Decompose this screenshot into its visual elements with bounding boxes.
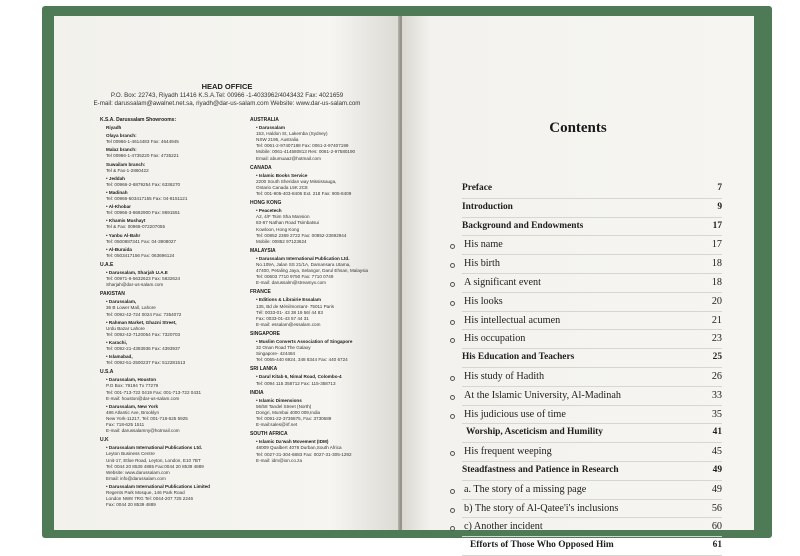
toc-entry	[446, 293, 722, 312]
branch-region-heading: PAKISTAN	[100, 291, 125, 298]
branch-detail-line: 486 Atlantic Ave, Brooklyn	[106, 409, 160, 415]
toc-entry	[446, 500, 722, 519]
branch-entry	[106, 484, 240, 508]
branch-detail-line: Tel: 0065-440 6924, 348 8344 Fax: 440 6724	[256, 357, 348, 363]
bullet-circle-icon	[450, 263, 455, 268]
toc-entry	[446, 199, 722, 218]
bullet-circle-icon	[450, 338, 455, 343]
branch-detail-line: Tel: 0044 20 8539 4885 Fax:0044 20 8539 4889	[106, 463, 204, 469]
toc-entry	[446, 387, 722, 406]
toc-entry-page: 17	[712, 220, 722, 231]
toc-entry	[446, 406, 722, 425]
branch-region-heading: K.S.A. Darussalam Showrooms:	[100, 117, 177, 123]
branch-detail-line: Leyton Business Centre	[106, 451, 155, 457]
branch-entry	[106, 340, 240, 352]
branch-detail-line: Dongri, Mumbai 4000 009,India	[256, 409, 321, 415]
branch-name: Suwailam branch:	[106, 161, 146, 167]
branch-name: Riyadh	[106, 125, 122, 131]
branch-detail-line: No.109A, Jalan SS 21/1A, Damansara Utama,	[256, 261, 351, 267]
branch-region-heading: CANADA	[250, 164, 272, 171]
branch-name: • Darussalam International Publications Ltd.	[106, 445, 203, 451]
toc-entry	[446, 349, 722, 368]
toc-entry-page: 9	[717, 201, 722, 212]
branch-entry	[106, 270, 240, 288]
toc-entry	[446, 218, 722, 237]
toc-entry-page: 49	[711, 483, 722, 495]
branch-detail-line: E-mail: darussalamny@hotmail.com	[106, 428, 180, 434]
branch-entry	[256, 125, 390, 162]
branch-entry	[106, 218, 240, 230]
branch-entry	[256, 374, 390, 386]
branch-detail-line: Tel: 0061-2-97407188 Fax: 0061-2-97407199	[256, 143, 349, 149]
bullet-circle-icon	[450, 301, 455, 306]
toc-entry	[446, 443, 722, 462]
branch-detail-line: 83-87 Nathan Road Tsimbatsui	[256, 220, 319, 226]
toc-entry-title: Preface	[462, 183, 493, 193]
toc-entry-title: Efforts of Those Who Opposed Him	[470, 540, 614, 551]
branch-detail-line: E-mail: essalam@essalam.com	[256, 321, 321, 327]
branches-right-column	[250, 114, 390, 464]
branch-entry	[106, 233, 240, 245]
branch-detail-line: Unit-17, Etloe Road, Leyton, London, E10 7BT	[106, 457, 201, 463]
branch-detail-line: Tel: 001-713-722 0419 Fax: 001-713-722 0431	[106, 389, 202, 395]
branch-name: • Khamis Mushayt	[106, 218, 146, 224]
toc-entry	[446, 462, 722, 481]
toc-entry	[446, 255, 722, 274]
toc-entry-page: 20	[711, 295, 722, 307]
toc-entry-title: Introduction	[462, 201, 513, 212]
toc-entry-title: A significant event	[464, 276, 541, 288]
branch-region-heading: AUSTRALIA	[250, 117, 279, 123]
branch-detail-line: Regents Park Mosque, 146 Park Road	[106, 489, 185, 495]
toc-entry-page: 60	[711, 521, 722, 533]
branch-name: • Islamabad,	[106, 354, 133, 360]
toc-entry-page: 49	[712, 464, 722, 475]
toc-entry-page: 21	[711, 314, 722, 326]
branch-name: • Darussalam, Sharjah U.A.E	[106, 269, 168, 275]
branch-detail-line: 36 B Lower Mall, Lahore	[106, 305, 156, 311]
toc-entry	[446, 424, 722, 443]
branch-detail-line: NSW 2195, Australia	[256, 137, 299, 143]
branch-detail-line: Kowloon, Hong Kong	[256, 226, 300, 232]
branch-entry	[106, 299, 240, 317]
branch-detail-line: Tel: 0092-51-2500237 Fax: 512281513	[106, 360, 186, 366]
toc-entry-page: 18	[711, 276, 722, 288]
branch-entry	[106, 125, 240, 131]
branch-detail-line: Website: www.darussalam.com	[106, 469, 170, 475]
toc-entry-title: b) The story of Al-Qatee'i's inclusions	[464, 502, 619, 514]
branch-entry	[106, 377, 240, 401]
branch-detail-line: 153, Haldon St, Lakemba (Sydney)	[256, 131, 328, 137]
branch-name: • Darussalam, Houston	[106, 377, 157, 383]
head-office-contact: E-mail: darussalam@awalnet.net.sa, riyadh@dar-us-salam.com Website: www.dar-us-salam.com	[93, 100, 361, 107]
toc-entry-title: a. The story of a missing page	[464, 483, 587, 495]
toc-entry-title: His Education and Teachers	[462, 352, 575, 363]
branch-detail-line: Email: abumuaaz@hotmail.com	[256, 155, 321, 161]
branch-name: • Darussalam	[256, 125, 285, 131]
toc-entry	[446, 518, 722, 537]
branch-entry	[256, 339, 390, 363]
branch-name: • Islamic Dimensions	[256, 397, 302, 403]
branch-name: • Karachi,	[106, 339, 128, 345]
table-of-contents	[446, 180, 722, 556]
toc-entry-title: His intellectual acumen	[464, 314, 561, 326]
branch-name: • Jeddah	[106, 175, 125, 181]
branch-detail-line: Tel: 00852 2369 2722 Fax: 00852-23692944	[256, 232, 347, 238]
branch-entry	[106, 320, 240, 338]
bullet-circle-icon	[450, 282, 455, 287]
toc-entry	[446, 330, 722, 349]
toc-entry	[446, 481, 722, 500]
branch-detail-line: Tél: 0033-01- 43 38 19 56/ 44 83	[256, 309, 323, 315]
toc-entry-title: His study of Hadith	[464, 370, 545, 382]
branch-detail-line: E-mail: darussalm@streamyx.com	[256, 280, 327, 286]
bullet-circle-icon	[450, 244, 455, 249]
branch-detail-line: Fax: 0033-01-43 57 44 31	[256, 315, 309, 321]
branch-detail-line: Sharjah@dar-us-salam.com	[106, 282, 164, 288]
contents-title: Contents	[549, 120, 607, 136]
branch-name: • Darussalam International Publications Limited	[106, 483, 210, 489]
branch-name: • Darussalam International Publication Ltd.	[256, 255, 350, 261]
toc-entry-page: 7	[717, 183, 722, 193]
toc-entry	[446, 537, 722, 556]
branch-name: • Madinah	[106, 189, 128, 195]
toc-entry-page: 35	[711, 408, 722, 420]
branch-detail-line: Tel 00966-1-4614483 Fax: 4644945	[106, 139, 179, 145]
branch-detail-line: Tel: 0092-21-4393936 Fax: 4393937	[106, 346, 181, 351]
branch-region-heading: SINGAPORE	[250, 330, 281, 337]
branch-detail-line: Tel: 00603 7710 9750 Fax: 7710 0749	[256, 274, 334, 280]
branch-name: • Darussalam, New York	[106, 403, 158, 409]
branch-detail-line: Fax: 0044 20 8539 4889	[106, 502, 156, 508]
toc-entry	[446, 368, 722, 387]
branch-detail-line: E-mail: idm@ion.co.za	[256, 457, 303, 463]
open-book	[42, 6, 772, 551]
bullet-circle-icon	[450, 414, 455, 419]
branch-region-heading: MALAYSIA	[250, 247, 276, 254]
branch-detail-line: Tel: 0027-31-304-6883 Fax: 0027-31-305-1292	[256, 451, 352, 457]
branch-entry	[106, 247, 240, 259]
branches-left-column	[100, 114, 240, 508]
toc-entry-title: At the Islamic University, Al-Madinah	[464, 389, 621, 401]
branch-detail-line: Tel: 0091-22-3736875, Fax: 3730689	[256, 416, 332, 422]
branch-detail-line: Tel: 0092-42-7120054 Fax: 7320703	[106, 331, 181, 337]
branch-region-heading: INDIA	[250, 389, 264, 396]
branch-name: • Islamic Books Service	[256, 172, 308, 178]
branch-detail-line: Tel: 001-905-403-8406 Ext. 218 Fax: 905-8409	[256, 191, 352, 197]
branch-detail-line: Mobile: 0061-414580813 Res: 0061-2-97580190	[256, 149, 356, 155]
branch-name: • Muslim Converts Association of Singapore	[256, 339, 353, 344]
branch-detail-line: Tel: 00966-3-8692900 Fax: 8691551	[106, 210, 181, 216]
branch-detail-line: P.O Box: 79194 Tx 77279	[106, 383, 159, 389]
branch-name: • Peacetech	[256, 208, 282, 214]
branch-entry	[256, 208, 390, 245]
branch-detail-line: Tel: 00966-2-6879254 Fax: 6336270	[106, 181, 181, 187]
head-office-address: P.O. Box: 22743, Riyadh 11416 K.S.A.Tel: 00966 -1-4033962/4043432 Fax: 4021659	[110, 92, 344, 99]
branch-name: • Yanbu Al-Bahr	[106, 232, 141, 238]
branch-detail-line: Tel: 00966-503417155 Fax: 04-8151121	[106, 196, 188, 202]
branch-entry	[106, 162, 240, 174]
branch-detail-line: Email: info@darussalam.com	[106, 475, 166, 481]
right-page	[402, 16, 754, 551]
branch-name: • Editions & Librairie Essalam	[256, 297, 321, 303]
branch-detail-line: E-mail: houston@dar-us-salam.com	[106, 395, 180, 401]
toc-entry-page: 18	[711, 258, 722, 270]
toc-entry-page: 17	[711, 239, 722, 251]
branch-entry	[106, 176, 240, 188]
branch-name: • Al-Buraida	[106, 246, 132, 252]
toc-entry	[446, 274, 722, 293]
branch-detail-line: Ontario Canada L5K 2C8	[256, 184, 308, 190]
bullet-circle-icon	[450, 508, 455, 513]
branch-detail-line: Tel: 0500887341 Fax: 04-3908027	[106, 238, 176, 244]
branch-name: • Al-Khobar	[106, 204, 131, 210]
branch-detail-line: Fax: 718-625 1511	[106, 422, 145, 428]
branch-name: • Darussalam,	[106, 299, 137, 305]
branch-detail-line: Tel 00966-1-4735220 Fax: 4735221	[106, 153, 179, 159]
toc-entry-page: 56	[711, 502, 722, 514]
branch-name: • Darul Kitab 6, Nimal Road, Colombo-4	[256, 374, 342, 380]
branch-entry	[106, 133, 240, 145]
toc-entry-title: Steadfastness and Patience in Research	[462, 464, 619, 475]
toc-entry-title: c) Another incident	[464, 521, 543, 533]
bullet-circle-icon	[450, 395, 455, 400]
bullet-circle-icon	[450, 451, 455, 456]
branch-detail-line: 2200 South Sheridan way Mississauga,	[256, 178, 337, 184]
toc-entry-page: 41	[712, 427, 722, 438]
toc-entry-page: 25	[712, 352, 722, 363]
branch-region-heading: U.S.A	[100, 369, 114, 376]
bullet-circle-icon	[450, 526, 455, 531]
toc-entry-title: His looks	[464, 295, 503, 307]
toc-entry	[446, 236, 722, 255]
toc-entry-page: 26	[711, 370, 722, 382]
branch-detail-line: Tel: 0094 115 358712 Fax: 115-358713	[256, 380, 336, 386]
bullet-circle-icon	[450, 376, 455, 381]
toc-entry	[446, 180, 722, 199]
toc-entry-page: 61	[712, 540, 722, 551]
branch-entry	[256, 439, 390, 463]
branch-name: Olaya branch:	[106, 133, 137, 139]
branch-detail-line: New York-11217, Tel: 001-718-625 5925	[106, 415, 188, 421]
branch-entry	[106, 190, 240, 202]
branch-detail-line: Mobile: 00852 97123624	[256, 238, 307, 244]
branch-detail-line: Urdu Bazar Lahore	[106, 325, 145, 331]
branch-name: Malaz branch:	[106, 147, 137, 153]
branch-region-heading: SRI LANKA	[250, 366, 278, 373]
branch-entry	[256, 173, 390, 197]
toc-entry-title: His frequent weeping	[464, 446, 552, 458]
branch-region-heading: HONG KONG	[250, 200, 282, 207]
branch-detail-line: Tel: 0092-42-724 0024 Fax: 7354072	[106, 311, 182, 317]
toc-entry-title: His birth	[464, 258, 500, 270]
branch-entry	[106, 204, 240, 216]
branch-region-heading: SOUTH AFRICA	[250, 431, 288, 438]
branch-entry	[106, 404, 240, 434]
toc-entry-title: His occupation	[464, 333, 526, 345]
branch-detail-line: A2, 4/F Tsim Sha Mansion	[256, 214, 310, 220]
branch-entry	[106, 354, 240, 366]
toc-entry-page: 45	[711, 446, 722, 458]
toc-entry-title: His judicious use of time	[464, 408, 566, 420]
toc-entry-title: Worship, Asceticism and Humility	[466, 427, 603, 438]
branch-detail-line: 47400, Petaling Jaya, Selangor, Darul Ehsan, Malaysia	[256, 268, 369, 274]
bullet-circle-icon	[450, 489, 455, 494]
branch-detail-line: London NW8 7RG Tel: 0044-207 725 2246	[106, 496, 194, 502]
head-office-title: HEAD OFFICE	[201, 82, 253, 91]
branch-region-heading: FRANCE	[250, 289, 271, 296]
branch-detail-line: Tel & Fax-1-2860422	[106, 167, 149, 173]
toc-entry-page: 23	[711, 333, 722, 345]
branch-name: • Islamic Da'wah Movement (IDM)	[256, 439, 329, 445]
branch-detail-line: 135, Bd de Ménilmontant- 75011 Paris	[256, 303, 335, 309]
branch-entry	[256, 398, 390, 428]
branch-detail-line: 56/58 Tandel Street (North)	[256, 403, 312, 409]
branch-name: • Rahman Market, Ghazni Street,	[106, 319, 177, 325]
branch-entry	[106, 445, 240, 482]
toc-entry-page: 33	[711, 389, 722, 401]
toc-entry-title: Background and Endowments	[462, 220, 584, 231]
toc-entry-title: His name	[464, 239, 503, 251]
branch-detail-line: Tel: 00971-6-5632623 Fax: 5632624	[106, 276, 181, 282]
left-page	[54, 16, 400, 530]
bullet-circle-icon	[450, 320, 455, 325]
branch-entry	[256, 256, 390, 286]
branch-entry	[256, 297, 390, 327]
branch-detail-line: 32 Onan Road The Galaxy	[256, 345, 311, 351]
branch-region-heading: U.K	[100, 437, 109, 444]
branch-entry	[106, 147, 240, 159]
branch-detail-line: Tel & Fax: 00966-072207055	[106, 224, 165, 230]
branch-detail-line: Singapore- 424484	[256, 351, 296, 357]
branch-detail-line: 48009 Qualbert 4078 Durban,South Africa	[256, 445, 342, 451]
branch-region-heading: U.A.E	[100, 261, 114, 268]
branch-detail-line: E-mail:sales@irf.net	[256, 422, 298, 428]
toc-entry	[446, 312, 722, 331]
branch-detail-line: Tel: 0503417156 Fax: 063696124	[106, 252, 175, 258]
